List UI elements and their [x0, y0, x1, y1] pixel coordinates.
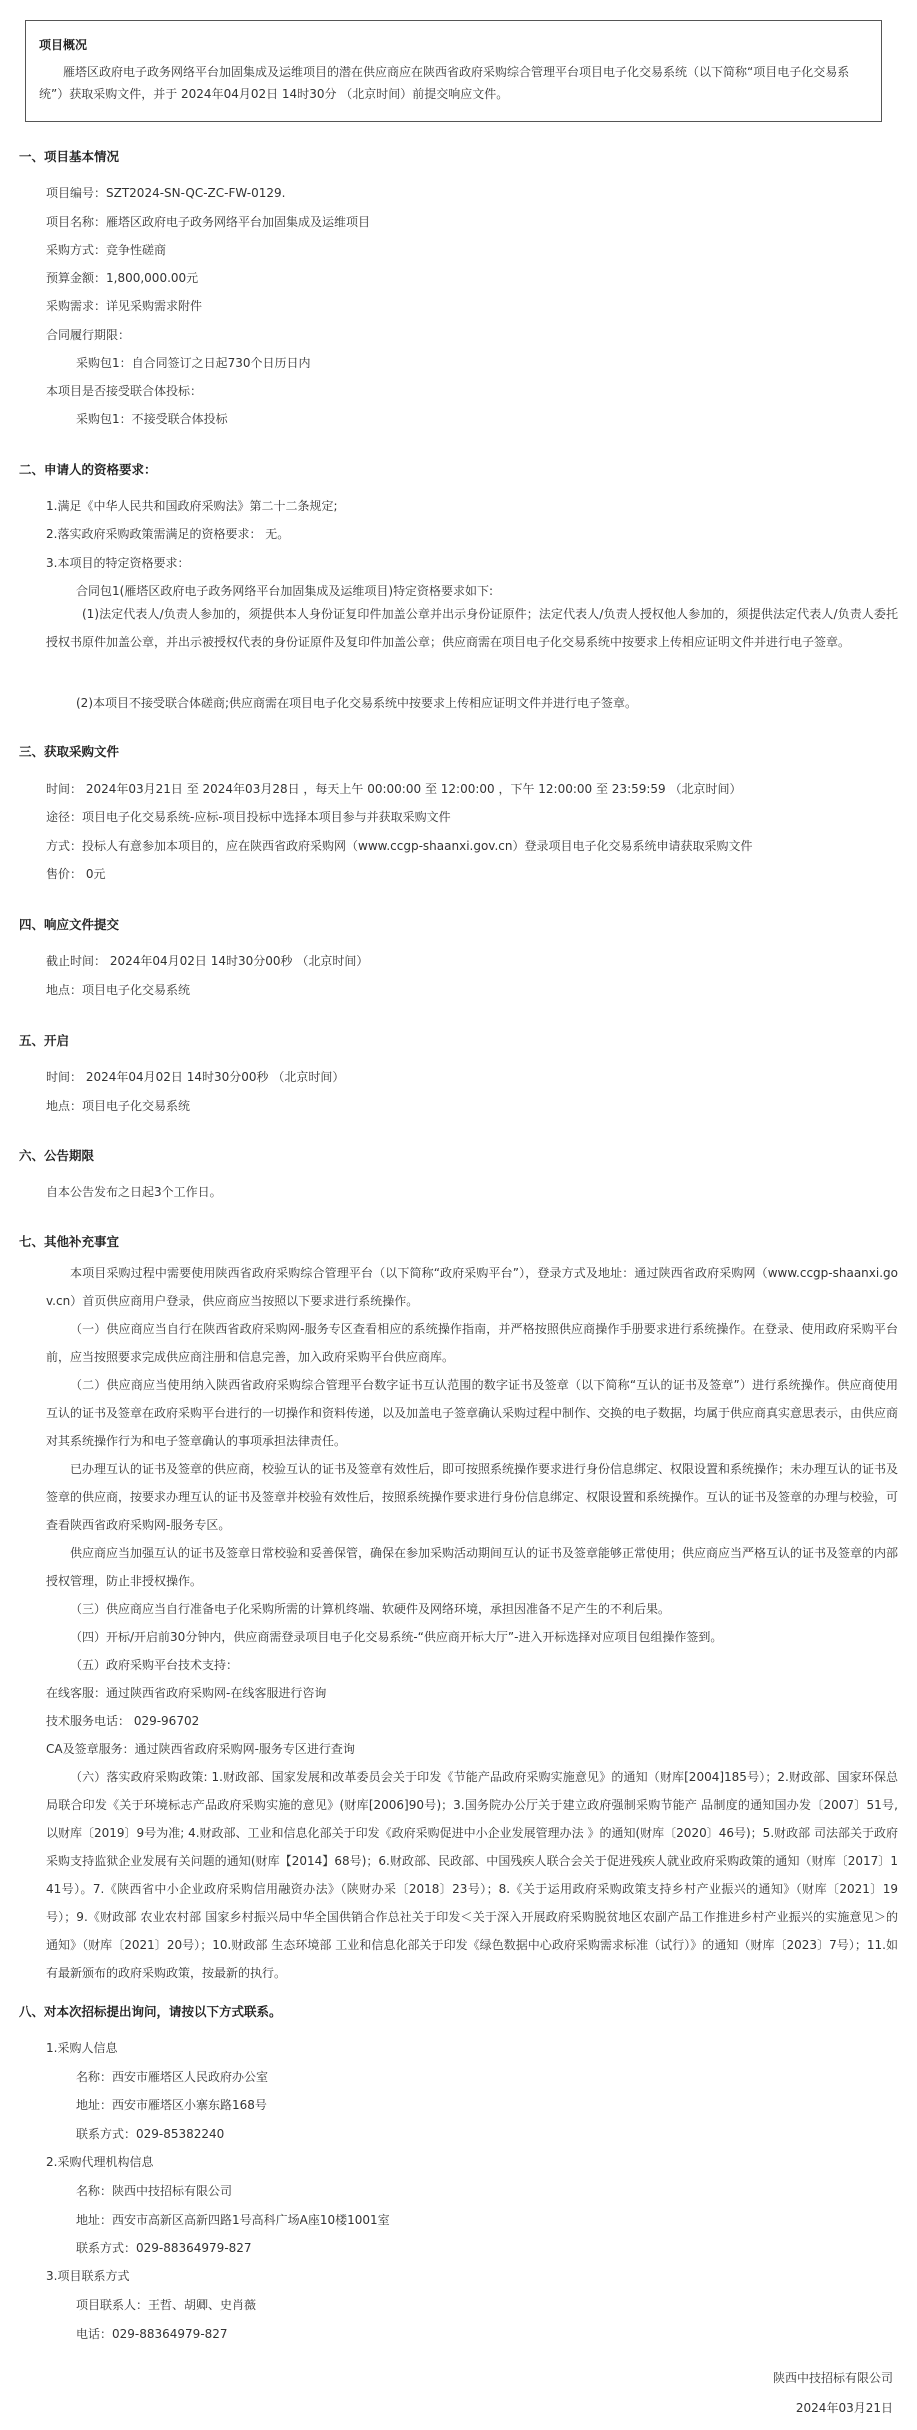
budget-amount: 预算金额：1,800,000.00元 — [46, 271, 199, 285]
platform-intro: 本项目采购过程中需要使用陕西省政府采购综合管理平台（以下简称“政府采购平台”），登录方式及地址：通过陕西省政府采购网（www.ccgp-shaanxi.gov.cn）首页供应商用户登录，供应商应当按照以下要求进行系统操作。 — [46, 1266, 898, 1308]
supplement-5: （五）政府采购平台技术支持： — [70, 1658, 239, 1672]
supplement-4: （四）开标/开启前30分钟内，供应商需登录项目电子化交易系统-“供应商开标大厅”-进入开标选择对应项目包组操作签到。 — [70, 1630, 723, 1644]
agent-phone: 联系方式：029-88364979-827 — [76, 2241, 252, 2255]
buyer-heading: 1.采购人信息 — [46, 2041, 118, 2055]
supplement-6-policies: （六）落实政府采购政策: 1.财政部、国家发展和改革委员会关于印发《节能产品政府采购实施意见》的通知（财库[2004]185号）；2.财政部、国家环保总局联合印发《关于环境标志产品政府采购实施的意见》(财库[2006]90号)；3.国务院办公厅关于建立政府强制采购节能产 品制度的通知国办发〔2007〕51号, 以财库〔2019〕9号为准; 4.财政部、工业和信息化部关于印发《政府采购促进中小企业发展管理办法 》的通知(财库〔2020〕46号)；5.财政部 司法部关于政府采购支持监狱企业发展有关问题的通知(财库【2014】68号)；6.财政部、民政部、中国残疾人联合会关于促进残疾人就业政府采购政策的通知（财库〔2017〕141号）。7.《陕西省中小企业政府采购信用融资办法》（陕财办采〔2018〕23号）；8.《关于运用政府采购政策支持乡村产业振兴的通知》（财库〔2021〕19号）；9.《财政部 农业农村部 国家乡村振兴局中华全国供销合作总社关于印发＜关于深入开展政府采购脱贫地区农副产品工作推进乡村产业振兴的实施意见＞的通知》（财库〔2021〕20号）；10.财政部 生态环境部 工业和信息化部关于印发《绿色数据中心政府采购需求标准（试行）》的通知（财库〔2023〕7号）；11.如有最新颁布的政府采购政策，按最新的执行。 — [46, 1770, 898, 1980]
qualification-2: 2.落实政府采购政策需满足的资格要求： 无。 — [46, 527, 290, 541]
opening-time: 时间： 2024年04月02日 14时30分00秒 （北京时间） — [46, 1070, 345, 1084]
online-service: 在线客服：通过陕西省政府采购网-在线客服进行咨询 — [46, 1686, 327, 1700]
section-2-title: 二、申请人的资格要求： — [19, 462, 157, 477]
contact-people: 项目联系人：王哲、胡卿、史肖薇 — [76, 2298, 257, 2312]
acquisition-time: 时间： 2024年03月21日 至 2024年03月28日 ，每天上午 00:00:00 至 12:00:00 ，下午 12:00:00 至 23:59:59 （北京时间） — [46, 782, 742, 796]
submission-deadline: 截止时间： 2024年04月02日 14时30分00秒 （北京时间） — [46, 954, 369, 968]
agent-heading: 2.采购代理机构信息 — [46, 2155, 154, 2169]
contact-heading: 3.项目联系方式 — [46, 2269, 130, 2283]
section-3-title: 三、获取采购文件 — [19, 744, 120, 759]
section-4-title: 四、响应文件提交 — [19, 917, 120, 932]
qualification-1: 1.满足《中华人民共和国政府采购法》第二十二条规定; — [46, 499, 338, 513]
acquisition-way: 方式：投标人有意参加本项目的，应在陕西省政府采购网（www.ccgp-shaanxi.gov.cn）登录项目电子化交易系统申请获取采购文件 — [46, 839, 753, 853]
contract-period-label: 合同履行期限： — [46, 328, 131, 342]
contract-period-value: 采购包1：自合同签订之日起730个日历日内 — [76, 356, 311, 370]
announcement-period: 自本公告发布之日起3个工作日。 — [46, 1185, 222, 1199]
opening-place: 地点：项目电子化交易系统 — [46, 1099, 191, 1113]
contact-phone: 电话：029-88364979-827 — [76, 2327, 228, 2341]
consortium-label: 本项目是否接受联合体投标： — [46, 384, 203, 398]
project-summary-box — [25, 20, 882, 122]
footer-date: 2024年03月21日 — [795, 2401, 893, 2415]
procurement-method: 采购方式：竞争性磋商 — [46, 243, 167, 257]
summary-title: 项目概况 — [39, 38, 88, 52]
section-6-title: 六、公告期限 — [19, 1148, 95, 1163]
supplement-2: （二）供应商应当使用纳入陕西省政府采购综合管理平台数字证书互认范围的数字证书及签章（以下简称“互认的证书及签章”）进行系统操作。供应商使用互认的证书及签章在政府采购平台进行的一切操作和资料传递，以及加盖电子签章确认采购过程中制作、交换的电子数据，均属于供应商真实意思表示，由供应商对其系统操作行为和电子签章确认的事项承担法律责任。 — [46, 1378, 899, 1448]
ca-service: CA及签章服务：通过陕西省政府采购网-服务专区进行查询 — [46, 1742, 355, 1756]
supplement-1: （一）供应商应当自行在陕西省政府采购网-服务专区查看相应的系统操作指南，并严格按照供应商操作手册要求进行系统操作。在登录、使用政府采购平台前，应当按照要求完成供应商注册和信息完善，加入政府采购平台供应商库。 — [46, 1322, 898, 1364]
agent-address: 地址：西安市高新区高新四路1号高科广场A座10楼1001室 — [76, 2213, 390, 2227]
qualification-3-1: (1)法定代表人/负责人参加的，须提供本人身份证复印件加盖公章并出示身份证原件；法定代表人/负责人授权他人参加的，须提供法定代表人/负责人委托授权书原件加盖公章，并出示被授权代表的身份证原件及复印件加盖公章；供应商需在项目电子化交易系统中按要求上传相应证明文件并进行电子签章。 — [46, 607, 898, 649]
buyer-phone: 联系方式：029-85382240 — [76, 2127, 225, 2141]
project-number: 项目编号：SZT2024-SN-QC-ZC-FW-0129. — [46, 186, 286, 200]
document-price: 售价： 0元 — [46, 867, 106, 881]
buyer-name: 名称：西安市雁塔区人民政府办公室 — [76, 2070, 269, 2084]
summary-text: 雁塔区政府电子政务网络平台加固集成及运维项目的潜在供应商应在陕西省政府采购综合管理平台项目电子化交易系统（以下简称“项目电子化交易系统”）获取采购文件，并于 2024年04月02日 14时30分 （北京时间）前提交响应文件。 — [39, 65, 850, 101]
procurement-requirement: 采购需求：详见采购需求附件 — [46, 299, 203, 313]
section-1-title: 一、项目基本情况 — [19, 149, 120, 164]
section-5-title: 五、开启 — [19, 1033, 70, 1048]
section-8-title: 八、对本次招标提出询问，请按以下方式联系。 — [19, 2004, 282, 2019]
supplement-2-ca-binding: 已办理互认的证书及签章的供应商，校验互认的证书及签章有效性后，即可按照系统操作要求进行身份信息绑定、权限设置和系统操作；未办理互认的证书及签章的供应商，按要求办理互认的证书及签章并校验有效性后，按照系统操作要求进行身份信息绑定、权限设置和系统操作。互认的证书及签章的办理与校验，可查看陕西省政府采购网-服务专区。 — [46, 1462, 899, 1532]
qualification-3-2: (2)本项目不接受联合体磋商;供应商需在项目电子化交易系统中按要求上传相应证明文件并进行电子签章。 — [76, 696, 638, 710]
footer-organization: 陕西中技招标有限公司 — [772, 2371, 893, 2385]
qualification-3: 3.本项目的特定资格要求： — [46, 556, 190, 570]
project-name: 项目名称：雁塔区政府电子政务网络平台加固集成及运维项目 — [46, 215, 371, 229]
package-1-requirements: 合同包1(雁塔区政府电子政务网络平台加固集成及运维项目)特定资格要求如下: — [76, 584, 494, 598]
submission-place: 地点：项目电子化交易系统 — [46, 983, 191, 997]
supplement-3: （三）供应商应当自行准备电子化采购所需的计算机终端、软硬件及网络环境，承担因准备不足产生的不利后果。 — [70, 1602, 671, 1616]
tech-support-phone: 技术服务电话： 029-96702 — [46, 1714, 200, 1728]
supplement-2-ca-keeping: 供应商应当加强互认的证书及签章日常校验和妥善保管，确保在参加采购活动期间互认的证书及签章能够正常使用；供应商应当严格互认的证书及签章的内部授权管理，防止非授权操作。 — [46, 1546, 899, 1588]
acquisition-route: 途径：项目电子化交易系统-应标-项目投标中选择本项目参与并获取采购文件 — [46, 810, 451, 824]
consortium-value: 采购包1：不接受联合体投标 — [76, 412, 228, 426]
section-7-title: 七、其他补充事宜 — [19, 1234, 120, 1249]
agent-name: 名称：陕西中技招标有限公司 — [76, 2184, 233, 2198]
buyer-address: 地址：西安市雁塔区小寨东路168号 — [76, 2098, 267, 2112]
